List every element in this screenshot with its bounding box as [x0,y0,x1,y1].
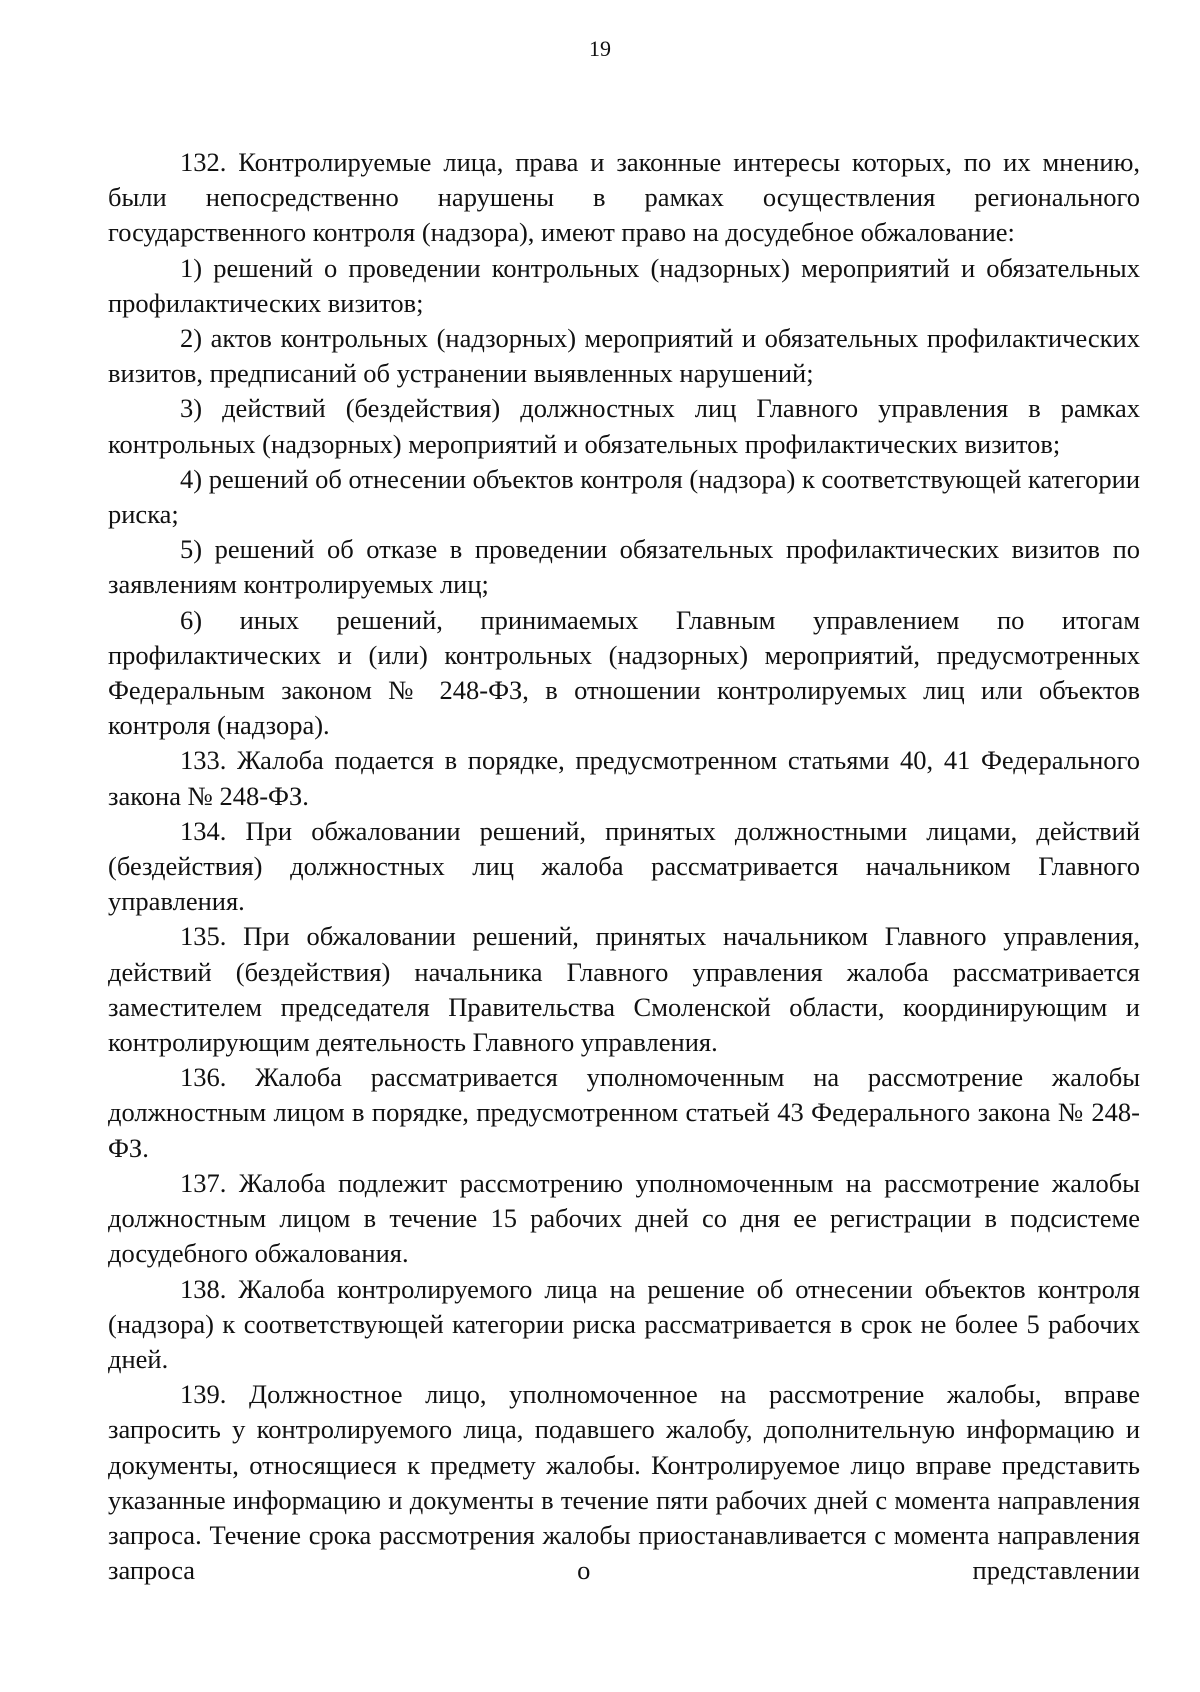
paragraph-134: 134. При обжаловании решений, принятых должностными лицами, действий (бездействия) должностных лиц жалоба рассматривается начальником Главного управления. [108,815,1140,917]
page-number: 19 [589,36,611,61]
document-body [108,145,1140,1588]
paragraph-133: 133. Жалоба подается в порядке, предусмотренном статьями 40, 41 Федерального закона № 248-ФЗ. [108,745,1140,811]
paragraph-135: 135. При обжаловании решений, принятых начальником Главного управления, действий (бездействия) начальника Главного управления жалоба рассматривается заместителем председателя Правительства Смоленской области, координирующим и контролирующим деятельность Главного управления. [108,921,1140,1058]
paragraph-132-item-2: 2) актов контрольных (надзорных) мероприятий и обязательных профилактических визитов, предписаний об устранении выявленных нарушений; [108,323,1140,389]
paragraph-137: 137. Жалоба подлежит рассмотрению уполномоченным на рассмотрение жалобы должностным лицом в течение 15 рабочих дней со дня ее регистрации в подсистеме досудебного обжалования. [108,1167,1140,1269]
paragraph-136: 136. Жалоба рассматривается уполномоченным на рассмотрение жалобы должностным лицом в порядке, предусмотренном статьей 43 Федерального закона № 248-ФЗ. [108,1062,1140,1163]
paragraph-138: 138. Жалоба контролируемого лица на решение об отнесении объектов контроля (надзора) к соответствующей категории риска рассматривается в срок не более 5 рабочих дней. [108,1273,1140,1374]
paragraph-132-item-5: 5) решений об отказе в проведении обязательных профилактических визитов по заявлениям контролируемых лиц; [108,534,1140,600]
paragraph-132: 132. Контролируемые лица, права и законные интересы которых, по их мнению, были непосредственно нарушены в рамках осуществления регионального государственного контроля (надзора), имеют право на досудебное обжалование: [108,147,1140,248]
paragraph-132-item-4: 4) решений об отнесении объектов контроля (надзора) к соответствующей категории риска; [108,463,1140,530]
paragraph-132-item-6: 6) иных решений, принимаемых Главным управлением по итогам профилактических и (или) контрольных (надзорных) мероприятий, предусмотренных Федеральным законом № 248-ФЗ, в отношении контролируемых лиц или объектов контроля (надзора). [108,604,1140,741]
paragraph-132-item-1: 1) решений о проведении контрольных (надзорных) мероприятий и обязательных профилактических визитов; [108,252,1140,318]
paragraph-132-item-3: 3) действий (бездействия) должностных лиц Главного управления в рамках контрольных (надзорных) мероприятий и обязательных профилактических визитов; [108,393,1140,459]
paragraph-139: 139. Должностное лицо, уполномоченное на рассмотрение жалобы, вправе запросить у контролируемого лица, подавшего жалобу, дополнительную информацию и документы, относящиеся к предмету жалобы. Контролируемое лицо вправе представить указанные информацию и документы в течение пяти рабочих дней с момента направления запроса. Течение срока рассмотрения жалобы приостанавливается с момента направления запроса о представлении [108,1379,1140,1586]
